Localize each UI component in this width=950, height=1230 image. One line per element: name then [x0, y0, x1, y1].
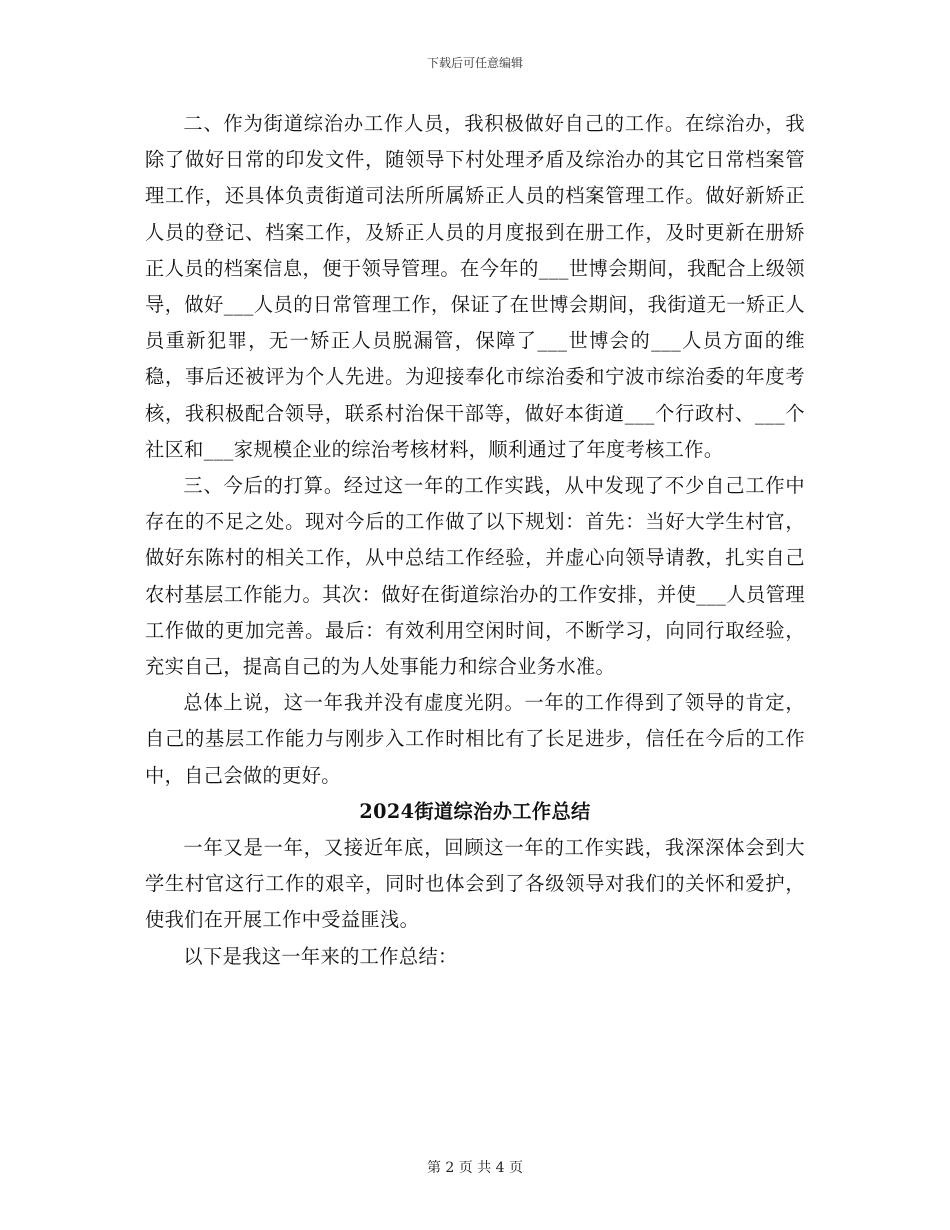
paragraph-intro: 一年又是一年，又接近年底，回顾这一年的工作实践，我深深体会到大学生村官这行工作的艰辛，同时也体会到了各级领导对我们的关怀和爱护，使我们在开展工作中受益匪浅。	[145, 836, 805, 932]
paragraph-lead-in: 以下是我这一年来的工作总结：	[183, 944, 458, 968]
paragraph-section-two: 二、作为街道综治办工作人员，我积极做好自己的工作。在综治办，我除了做好日常的印发文件，随领导下村处理矛盾及综治办的其它日常档案管理工作，还具体负责街道司法所所属矫正人员的档案管理工作。做好新矫正人员的登记、档案工作，及矫正人员的月度报到在册工作，及时更新在册矫正人员的档案信息，便于领导管理。在今年的___世博会期间，我配合上级领导，做好___人员的日常管理工作，保证了在世博会期间，我街道无一矫正人员重新犯罪，无一矫正人员脱漏管，保障了___世博会的___人员方面的维稳，事后还被评为个人先进。为迎接奉化市综治委和宁波市综治委的年度考核，我积极配合领导，联系村治保干部等，做好本街道___个行政村、___个社区和___家规模企业的综治考核材料，顺利通过了年度考核工作。	[145, 112, 805, 461]
page-number: 第 2 页 共 4 页	[426, 1160, 524, 1176]
paragraph-section-three: 三、今后的打算。经过这一年的工作实践，从中发现了不少自己工作中存在的不足之处。现对今后的工作做了以下规划：首先：当好大学生村官，做好东陈村的相关工作，从中总结工作经验，并虚心向领导请教，扎实自己农村基层工作能力。其次：做好在街道综治办的工作安排，并使___人员管理工作做的更加完善。最后：有效利用空闲时间，不断学习，向同行取经验，充实自己，提高自己的为人处事能力和综合业务水准。	[145, 474, 805, 679]
page-header-note: 下载后可任意编辑	[426, 56, 523, 70]
section-title: 2024街道综治办工作总结	[359, 799, 591, 823]
paragraph-summary: 总体上说，这一年我并没有虚度光阴。一年的工作得到了领导的肯定，自己的基层工作能力与刚步入工作时相比有了长足进步，信任在今后的工作中，自己会做的更好。	[145, 691, 805, 787]
document-body	[145, 106, 805, 975]
